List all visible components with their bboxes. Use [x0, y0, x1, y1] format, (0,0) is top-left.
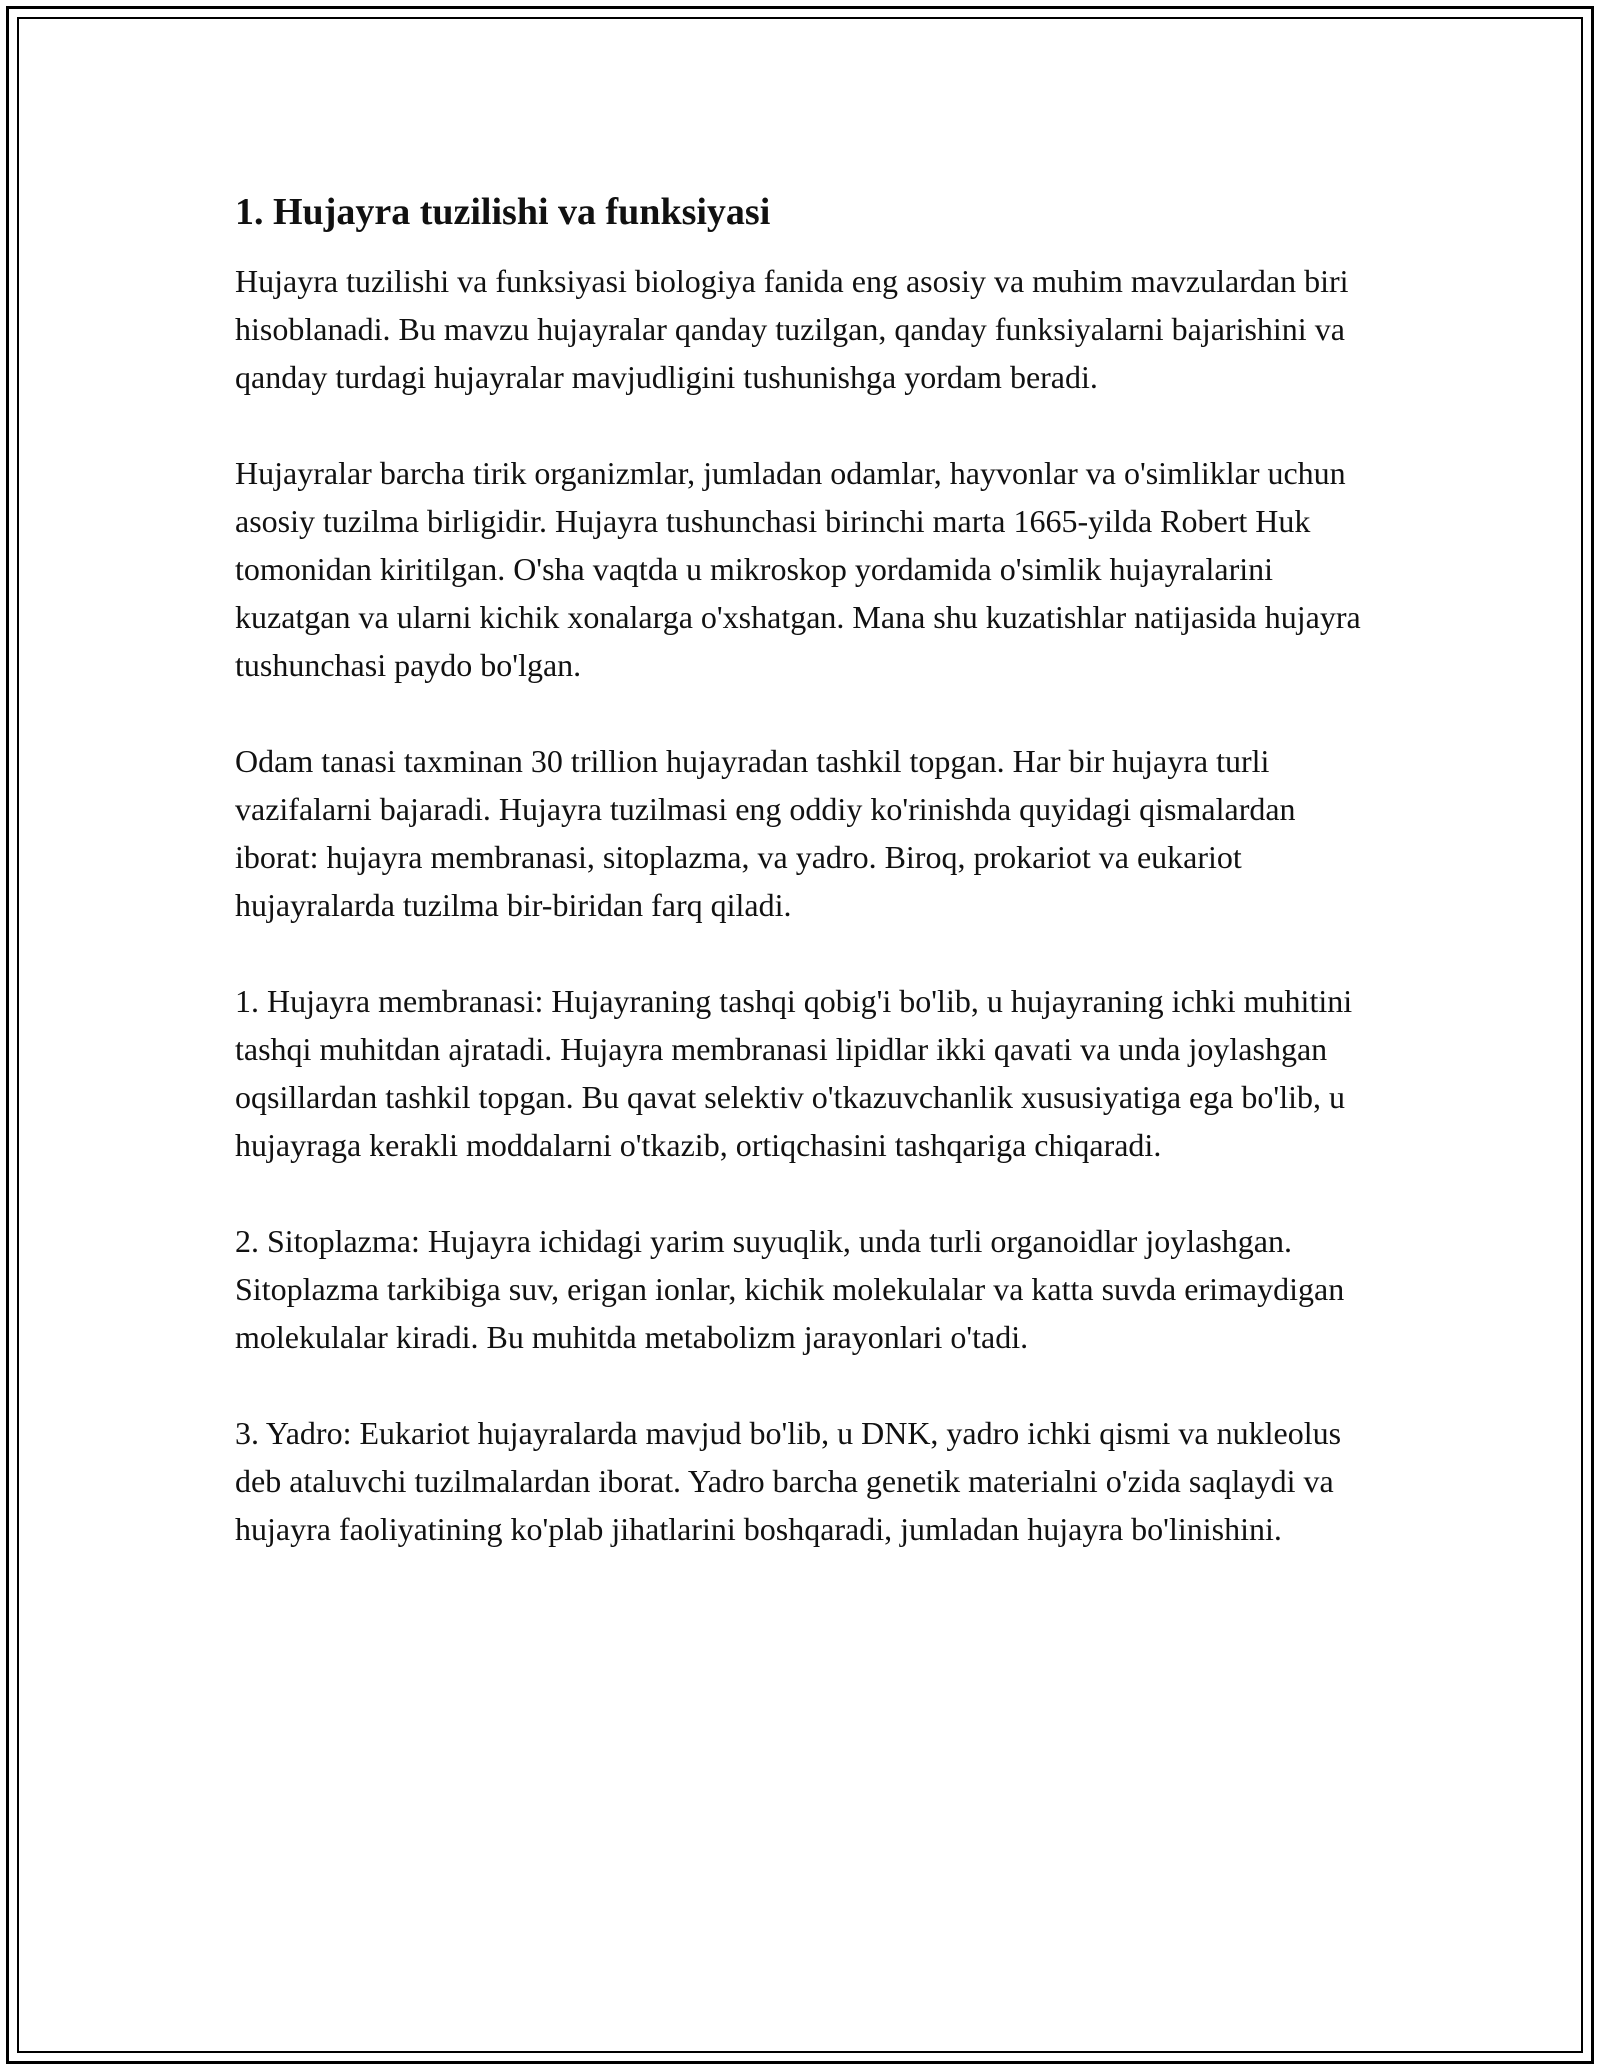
- paragraph-structure: Odam tanasi taxminan 30 trillion hujayradan tashkil topgan. Har bir hujayra turli vazifalarni bajaradi. Hujayra tuzilmasi eng oddiy ko'rinishda quyidagi qismalardan iborat: hujayra membranasi, sitoplazma, va yadro. Biroq, prokariot va eukariot hujayralarda tuzilma bir-biridan farq qiladi.: [235, 743, 1296, 924]
- document-title: 1. Hujayra tuzilishi va funksiyasi: [235, 191, 771, 233]
- document-body: [235, 188, 1365, 1601]
- paragraph-membrane: 1. Hujayra membranasi: Hujayraning tashqi qobig'i bo'lib, u hujayraning ichki muhitini tashqi muhitdan ajratadi. Hujayra membranasi lipidlar ikki qavati va unda joylashgan oqsillardan tashkil topgan. Bu qavat selektiv o'tkazuvchanlik xususiyatiga ega bo'lib, u hujayraga kerakli moddalarni o'tkazib, ortiqchasini tashqariga chiqaradi.: [235, 983, 1353, 1164]
- paragraph-nucleus: 3. Yadro: Eukariot hujayralarda mavjud bo'lib, u DNK, yadro ichki qismi va nukleolus deb ataluvchi tuzilmalardan iborat. Yadro barcha genetik materialni o'zida saqlaydi va hujayra faoliyatining ko'plab jihatlarini boshqaradi, jumladan hujayra bo'linishini.: [235, 1415, 1342, 1548]
- paragraph-cytoplasm: 2. Sitoplazma: Hujayra ichidagi yarim suyuqlik, unda turli organoidlar joylashgan. Sitoplazma tarkibiga suv, erigan ionlar, kichik molekulalar va katta suvda erimaydigan molekulalar kiradi. Bu muhitda metabolizm jarayonlari o'tadi.: [235, 1223, 1345, 1356]
- paragraph-intro: Hujayra tuzilishi va funksiyasi biologiya fanida eng asosiy va muhim mavzulardan biri hisoblanadi. Bu mavzu hujayralar qanday tuzilgan, qanday funksiyalarni bajarishini va qanday turdagi hujayralar mavjudligini tushunishga yordam beradi.: [235, 263, 1349, 396]
- paragraph-history: Hujayralar barcha tirik organizmlar, jumladan odamlar, hayvonlar va o'simliklar uchun asosiy tuzilma birligidir. Hujayra tushunchasi birinchi marta 1665-yilda Robert Huk tomonidan kiritilgan. O'sha vaqtda u mikroskop yordamida o'simlik hujayralarini kuzatgan va ularni kichik xonalarga o'xshatgan. Mana shu kuzatishlar natijasida hujayra tushunchasi paydo bo'lgan.: [235, 455, 1361, 684]
